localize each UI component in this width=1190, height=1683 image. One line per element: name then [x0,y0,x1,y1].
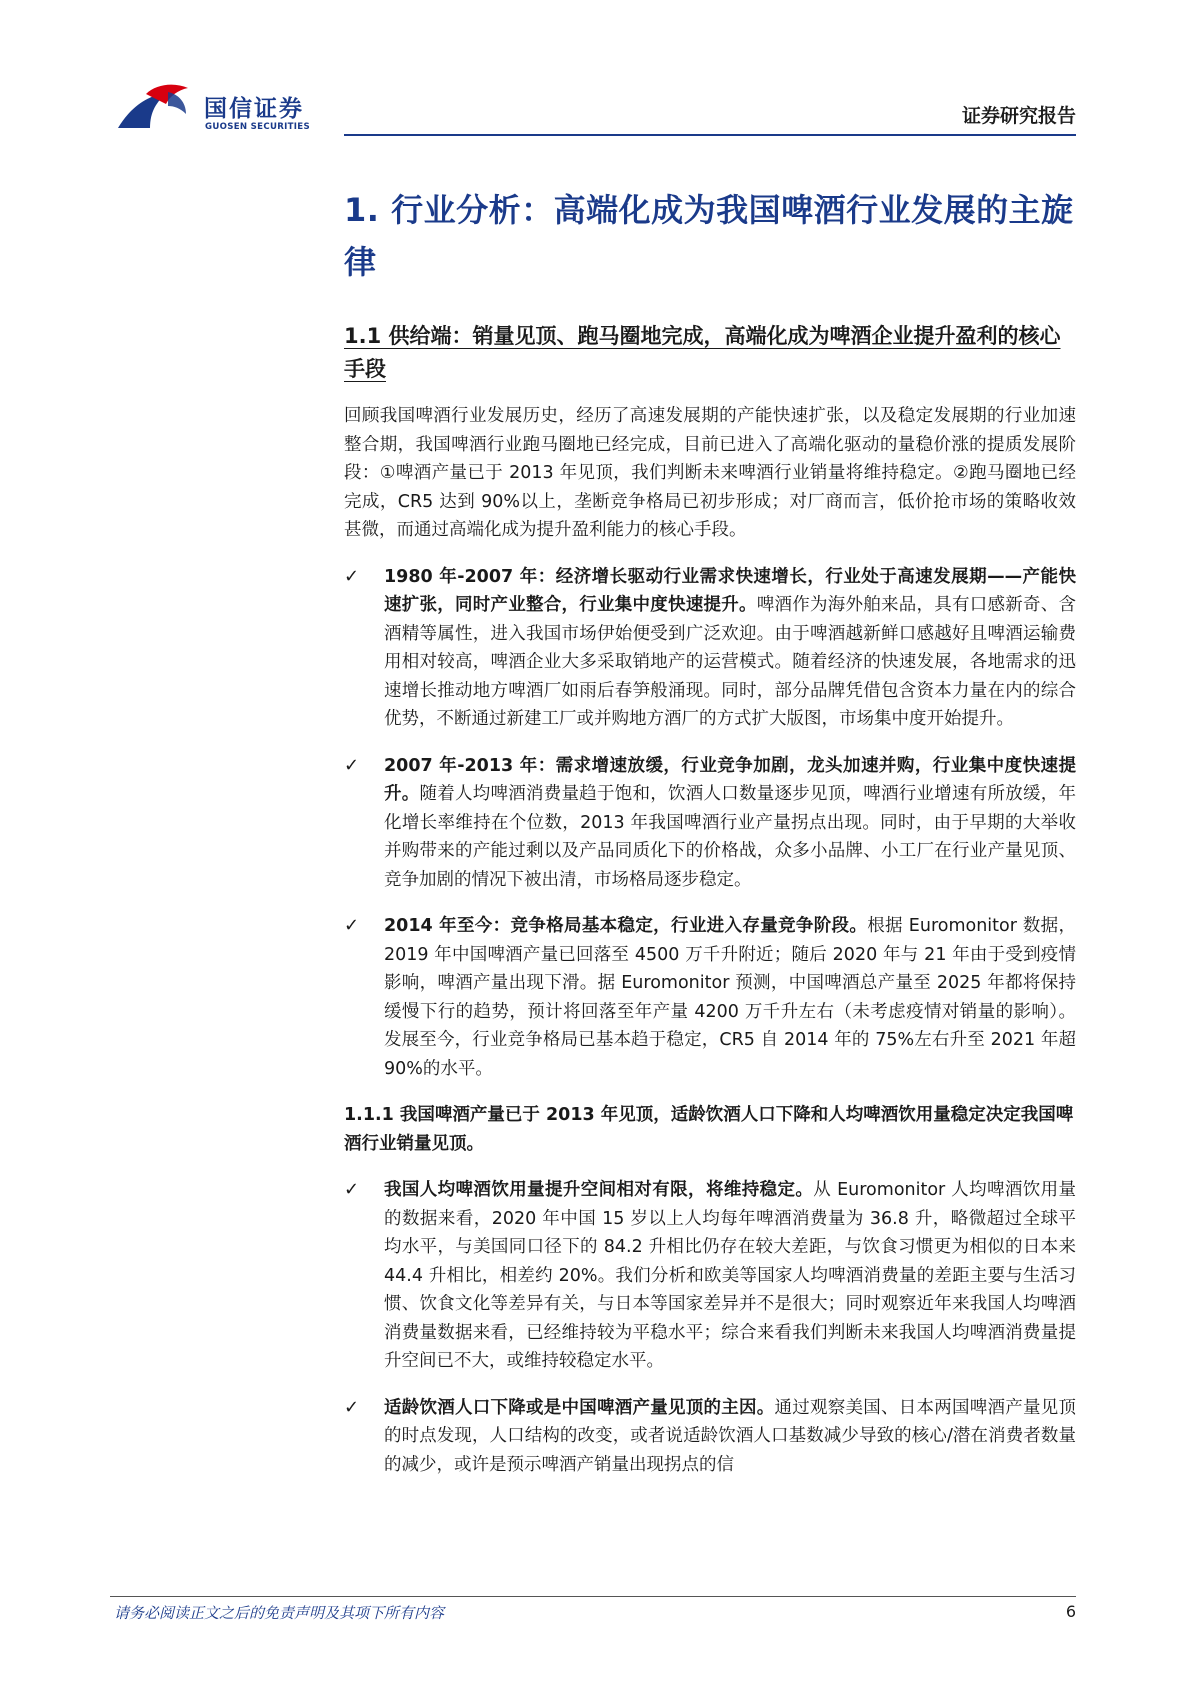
page-number: 6 [1065,1602,1076,1621]
bullet-text: 根据 Euromonitor 数据，2019 年中国啤酒产量已回落至 4500 万千升附近；随后 2020 年与 21 年由于受到疫情影响，啤酒产量出现下滑。据 Euromonitor 预测，中国啤酒总产量至 2025 年都将保持缓慢下行的趋势，预计将回落至年产量 4200 万千升左右（未考虑疫情对销量的影响）。发展至今，行业竞争格局已基本趋于稳定，CR5 自 2014 年的 75%左右升至 2021 年超 90%的水平。 [384,916,1077,1079]
checkmark-icon: ✓ [344,1396,360,1418]
subsection-title: 1.1 供给端：销量见顶、跑马圈地完成，高端化成为啤酒企业提升盈利的核心手段 [344,324,1061,381]
bullet-lead: 我国人均啤酒饮用量提升空间相对有限，将维持稳定。 [384,1180,814,1200]
bullet-text: 通过观察美国、日本两国啤酒产量见顶的时点发现，人口结构的改变，或者说适龄饮酒人口基数减少导致的核心/潜在消费者数量的减少，或许是预示啤酒产销量出现拐点的信 [384,1397,1076,1475]
bullet-lead: 2014 年至今：竞争格局基本稳定，行业进入存量竞争阶段。 [384,916,868,936]
footer-divider [110,1596,1076,1597]
bullet-item [344,1176,1076,1376]
bullet-lead: 2007 年-2013 年：需求增速放缓，行业竞争加剧，龙头加速并购，行业集中度快速提升。 [384,755,1076,804]
subsubsection-title: 1.1.1 我国啤酒产量已于 2013 年见顶，适龄饮酒人口下降和人均啤酒饮用量稳定决定我国啤酒行业销量见顶。 [344,1105,1074,1154]
guosen-logo-icon [116,82,200,132]
logo-english-name: GUOSEN SECURITIES [205,122,310,132]
main-content [344,184,1076,1479]
bullet-item [344,912,1076,1083]
bullet-item [344,752,1076,895]
bullet-text: 从 Euromonitor 人均啤酒饮用量的数据来看，2020 年中国 15 岁以上人均每年啤酒消费量为 36.8 升，略微超过全球平均水平，与美国同口径下的 84.2 升相比仍存在较大差距，与饮食习惯更为相似的日本来 44.4 升相比，相差约 20%。我们分析和欧美等国家人均啤酒消费量的差距主要与生活习惯、饮食文化等差异有关，与日本等国家差异并不是很大；同时观察近年来我国人均啤酒消费量数据来看，已经维持较为平稳水平；综合来看我们判断未来我国人均啤酒消费量提升空间已不大，或维持较稳定水平。 [384,1180,1076,1371]
checkmark-icon: ✓ [344,915,360,936]
bullet-item [344,1394,1076,1480]
checkmark-icon: ✓ [344,1179,360,1200]
checkmark-icon: ✓ [344,565,360,587]
checkmark-icon: ✓ [344,754,360,776]
bullet-text: 随着人均啤酒消费量趋于饱和，饮酒人口数量逐步见顶，啤酒行业增速有所放缓，年化增长率维持在个位数，2013 年我国啤酒行业产量拐点出现。同时，由于早期的大举收并购带来的产能过剩以及产品同质化下的价格战，众多小品牌、小工厂在行业产量见顶、竞争加剧的情况下被出清，市场格局逐步稳定。 [384,784,1076,890]
bullet-lead: 1980 年-2007 年：经济增长驱动行业需求快速增长，行业处于高速发展期——产能快速扩张，同时产业整合，行业集中度快速提升。 [384,566,1076,615]
section-title: 1. 行业分析：高端化成为我国啤酒行业发展的主旋律 [344,191,1074,281]
intro-paragraph: 回顾我国啤酒行业发展历史，经历了高速发展期的产能快速扩张，以及稳定发展期的行业加速整合期，我国啤酒行业跑马圈地已经完成，目前已进入了高端化驱动的量稳价涨的提质发展阶段：①啤酒产量已于 2013 年见顶，我们判断未来啤酒行业销量将维持稳定。②跑马圈地已经完成，CR5 达到 90%以上，垄断竞争格局已初步形成；对厂商而言，低价抢市场的策略收效甚微，而通过高端化成为提升盈利能力的核心手段。 [344,406,1076,540]
footer-disclaimer: 请务必阅读正文之后的免责声明及其项下所有内容 [114,1604,445,1622]
logo-chinese-name: 国信证券 [204,96,304,122]
page-header [0,0,1190,140]
guosen-logo [116,82,316,140]
bullet-lead: 适龄饮酒人口下降或是中国啤酒产量见顶的主因。 [384,1397,775,1418]
report-type-label: 证券研究报告 [961,105,1076,127]
bullet-item [344,563,1076,734]
header-divider [344,134,1076,136]
bullet-text: 啤酒作为海外舶来品，具有口感新奇、含酒精等属性，进入我国市场伊始便受到广泛欢迎。由于啤酒越新鲜口感越好且啤酒运输费用相对较高，啤酒企业大多采取销地产的运营模式。随着经济的快速发展，各地需求的迅速增长推动地方啤酒厂如雨后春笋般涌现。同时，部分品牌凭借包含资本力量在内的综合优势，不断通过新建工厂或并购地方酒厂的方式扩大版图，市场集中度开始提升。 [384,595,1076,729]
